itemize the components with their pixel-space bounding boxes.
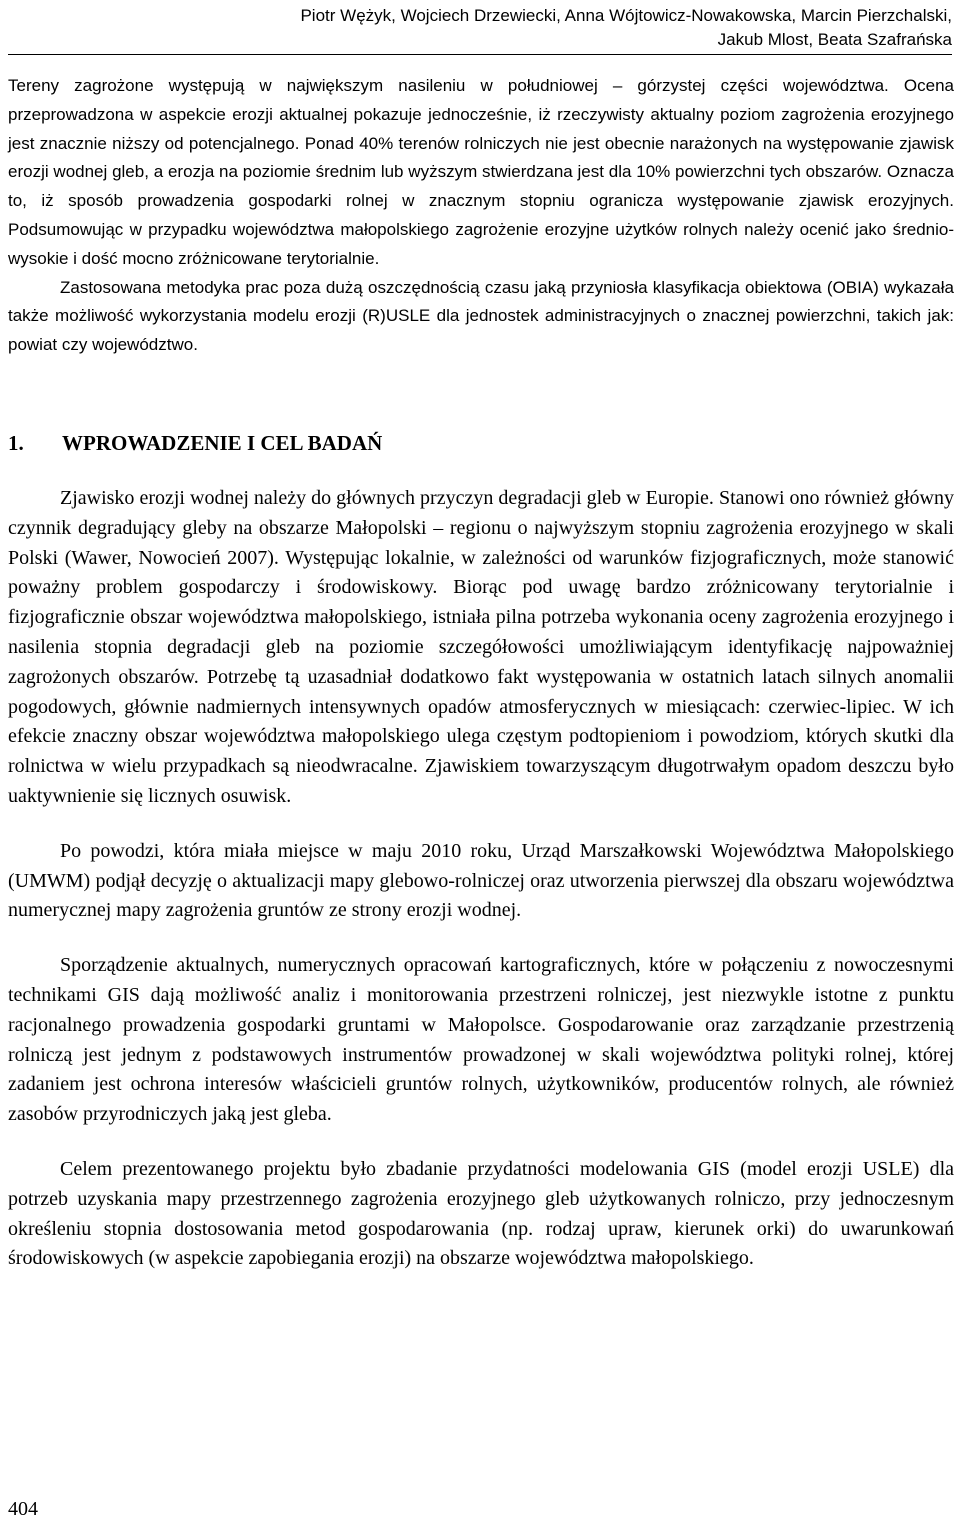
abstract-paragraph-1: Tereny zagrożone występują w największym nasileniu w południowej – górzystej części województwa. Ocena przeprowadzona w aspekcie erozji aktualnej pokazuje jednocześnie, iż rzeczywisty aktualny poziom zagrożenia erozyjnego jest znacznie niższy od potencjalnego. Ponad 40% terenów rolniczych nie jest obecnie narażonych na występowanie zjawisk erozji wodnej gleb, a erozja na poziomie średnim lub wyższym stwierdzana jest dla 10% powierzchni tych obszarów. Oznacza to, iż sposób prowadzenia gospodarki rolnej w znacznym stopniu ogranicza występowanie zjawisk erozyjnych. Podsumowując w przypadku województwa małopolskiego zagrożenie erozyjne użytków rolnych należy ocenić jako średnio-wysokie i dość mocno zróżnicowane terytorialnie.: [8, 76, 954, 268]
header-divider: [8, 54, 952, 55]
running-header-authors: [92, 4, 952, 52]
section-heading: [8, 428, 382, 458]
body-paragraph-2: Po powodzi, która miała miejsce w maju 2010 roku, Urząd Marszałkowski Województwa Małopolskiego (UMWM) podjął decyzję o aktualizacji mapy glebowo-rolniczej oraz utworzenia pierwszej dla obszaru województwa numerycznej mapy zagrożenia gruntów ze strony erozji wodnej.: [8, 839, 954, 922]
body-paragraph-4: Celem prezentowanego projektu było zbadanie przydatności modelowania GIS (model erozji USLE) dla potrzeb uzyskania mapy przestrzennego zagrożenia erozyjnego gleb użytkowanych rolniczo, przy jednoczesnym określeniu stopnia dostosowania metod gospodarowania (np. rodzaj upraw, kierunek orki) do uwarunkowań środowiskowych (w aspekcie zapobiegania erozji) na obszarze województwa małopolskiego.: [8, 1157, 954, 1270]
header-authors-line-2: Jakub Mlost, Beata Szafrańska: [717, 30, 952, 49]
section-number: 1.: [8, 431, 24, 455]
header-authors-line-1: Piotr Wężyk, Wojciech Drzewiecki, Anna Wójtowicz-Nowakowska, Marcin Pierzchalski,: [300, 6, 952, 25]
body-paragraph-3: Sporządzenie aktualnych, numerycznych opracowań kartograficznych, które w połączeniu z nowoczesnymi technikami GIS dają możliwość analiz i monitorowania przestrzeni rolniczej, jest niezwykle istotne z punktu racjonalnego prowadzenia gospodarki gruntami w Małopolsce. Gospodarowanie oraz zarządzanie przestrzenią rolniczą jest jednym z podstawowych instrumentów prowadzonej w skali województwa polityki rolnej, której zadaniem jest ochrona interesów właścicieli gruntów rolnych, użytkowników, producentów rolnych, ale również zasobów przyrodniczych jaką jest gleba.: [8, 954, 954, 1126]
body-paragraph-1: Zjawisko erozji wodnej należy do głównych przyczyn degradacji gleb w Europie. Stanowi ono również główny czynnik degradujący gleby na obszarze Małopolski – regionu o najwyższym stopniu zagrożenia erozyjnego w skali Polski (Wawer, Nowocień 2007). Występując lokalnie, w zależności od warunków fizjograficznych, może stanowić poważny problem gospodarczy i środowiskowy. Biorąc pod uwagę bardzo zróżnicowany terytorialnie i fizjograficznie obszar województwa małopolskiego, istniała pilna potrzeba wykonania oceny zagrożenia erozyjnego i nasilenia stopnia degradacji gleb na poziomie szczegółowości umożliwiającym identyfikację najpoważniej zagrożonych obszarów. Potrzebę tą uzasadniał dodatkowo fakt występowania w ostatnich latach silnych anomalii pogodowych, głównie nadmiernych intensywnych opadów atmosferycznych w miesiącach: czerwiec-lipiec. W ich efekcie znaczny obszar województwa małopolskiego ulega częstym podtopieniom i powodziom, których skutki dla rolnictwa w wielu przypadkach są nieodwracalne. Zjawiskiem towarzyszącym długotrwałym opadom deszczu było uaktywnienie się licznych osuwisk.: [8, 487, 954, 807]
page-number: 404: [8, 1498, 38, 1520]
section-title: WPROWADZENIE I CEL BADAŃ: [62, 431, 383, 455]
section-body: [8, 484, 954, 1299]
abstract-paragraph-2: Zastosowana metodyka prac poza dużą oszczędnością czasu jaką przyniosła klasyfikacja obiektowa (OBIA) wykazała także możliwość wykorzystania modelu erozji (R)USLE dla jednostek administracyjnych o znacznej powierzchni, takich jak: powiat czy województwo.: [8, 277, 954, 355]
abstract-text: [8, 72, 954, 360]
